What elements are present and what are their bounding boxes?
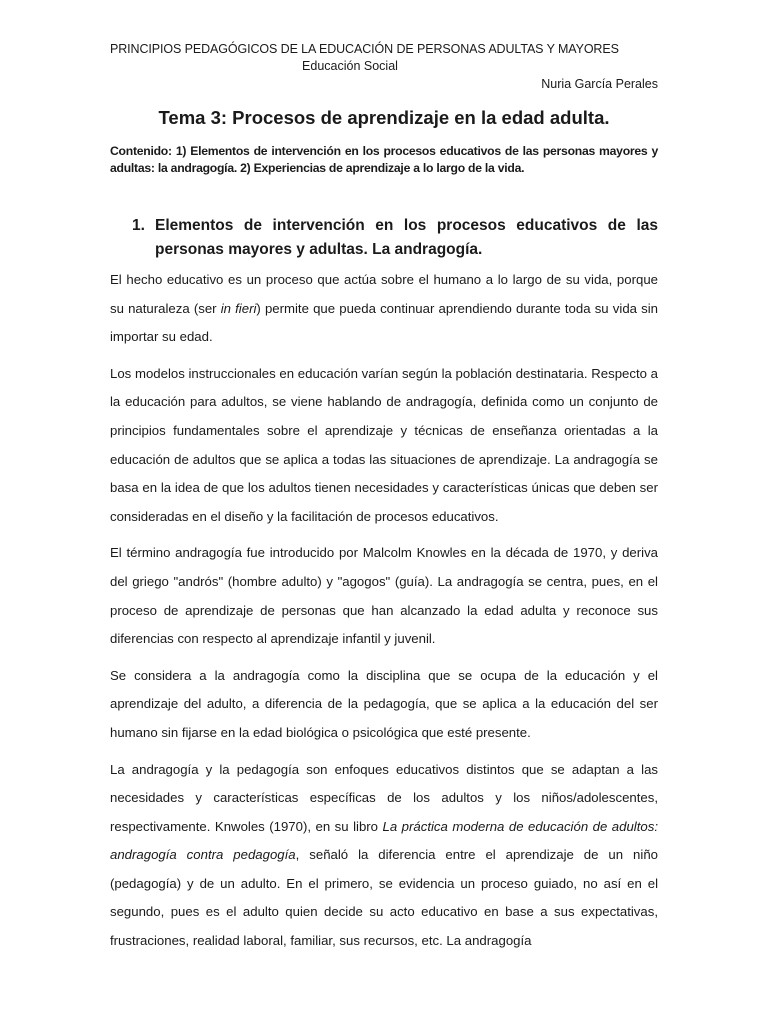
paragraph-4: Se considera a la andragogía como la disciplina que se ocupa de la educación y el aprendizaje del adulto, a diferencia de la pedagogía, que se aplica a la educación del ser humano sin fijarse en la edad biológica o psicológica que esté presente.	[110, 667, 658, 740]
paragraph-3: El término andragogía fue introducido por Malcolm Knowles en la década de 1970, y deriva del griego "andrós" (hombre adulto) y "agogos" (guía). La andragogía se centra, pues, en el proceso de aprendizaje de personas que han alcanzado la edad adulta y reconoce sus diferencias con respecto al aprendizaje infantil y juvenil.	[110, 545, 658, 647]
paragraph-5-text-c: , señaló la diferencia entre el aprendizaje de un niño (pedagogía) y de un adulto. En el primero, se evidencia un proceso guiado, no así en el segundo, pues es el adulto quien decide su acto educativo en base a sus expectativas, frustraciones, realidad laboral, familiar, sus recursos, etc. La andragogía	[110, 847, 658, 949]
author-name: Nuria García Perales	[541, 77, 658, 91]
paragraph-1	[110, 266, 658, 352]
course-header: PRINCIPIOS PEDAGÓGICOS DE LA EDUCACIÓN DE PERSONAS ADULTAS Y MAYORES	[110, 42, 619, 56]
body-text	[110, 266, 658, 964]
paragraph-1-italic: in fieri	[220, 300, 257, 316]
paragraph-1-text-a: El hecho educativo es un proceso que actúa sobre el humano a lo largo de su vida, porque su naturaleza (ser	[110, 272, 658, 316]
document-title: Tema 3: Procesos de aprendizaje en la edad adulta.	[158, 107, 610, 128]
paragraph-5	[110, 756, 658, 956]
section-heading-text: Elementos de intervención en los procesos educativos de las personas mayores y adultas. La andragogía.	[155, 217, 658, 258]
paragraph-5-italic: La práctica moderna de educación de adultos: andragogía contra pedagogía	[110, 818, 658, 863]
section-heading	[132, 214, 658, 262]
section-number: 1.	[132, 217, 145, 234]
paragraph-5-text-a: La andragogía y la pedagogía son enfoques educativos distintos que se adaptan a las necesidades y características específicas de los adultos y los niños/adolescentes, respectivamente. Knwoles (1970), en su libro	[110, 761, 658, 834]
paragraph-1-text-c: ) permite que pueda continuar aprendiendo durante toda su vida sin importar su edad.	[110, 300, 659, 345]
paragraph-2: Los modelos instruccionales en educación varían según la población destinataria. Respecto a la educación para adultos, se viene hablando de andragogía, definida como un conjunto de principios fundamentales sobre el aprendizaje y técnicas de enseñanza orientadas a la educación de adultos que se aplica a todas las situaciones de aprendizaje. La andragogía se basa en la idea de que los adultos tienen necesidades y características únicas que deben ser consideradas en el diseño y la facilitación de procesos educativos.	[110, 365, 658, 524]
program-header: Educación Social	[302, 59, 398, 73]
contents-summary: Contenido: 1) Elementos de intervención en los procesos educativos de las personas mayores y adultas: la andragogía. 2) Experiencias de aprendizaje a lo largo de la vida.	[110, 144, 658, 175]
